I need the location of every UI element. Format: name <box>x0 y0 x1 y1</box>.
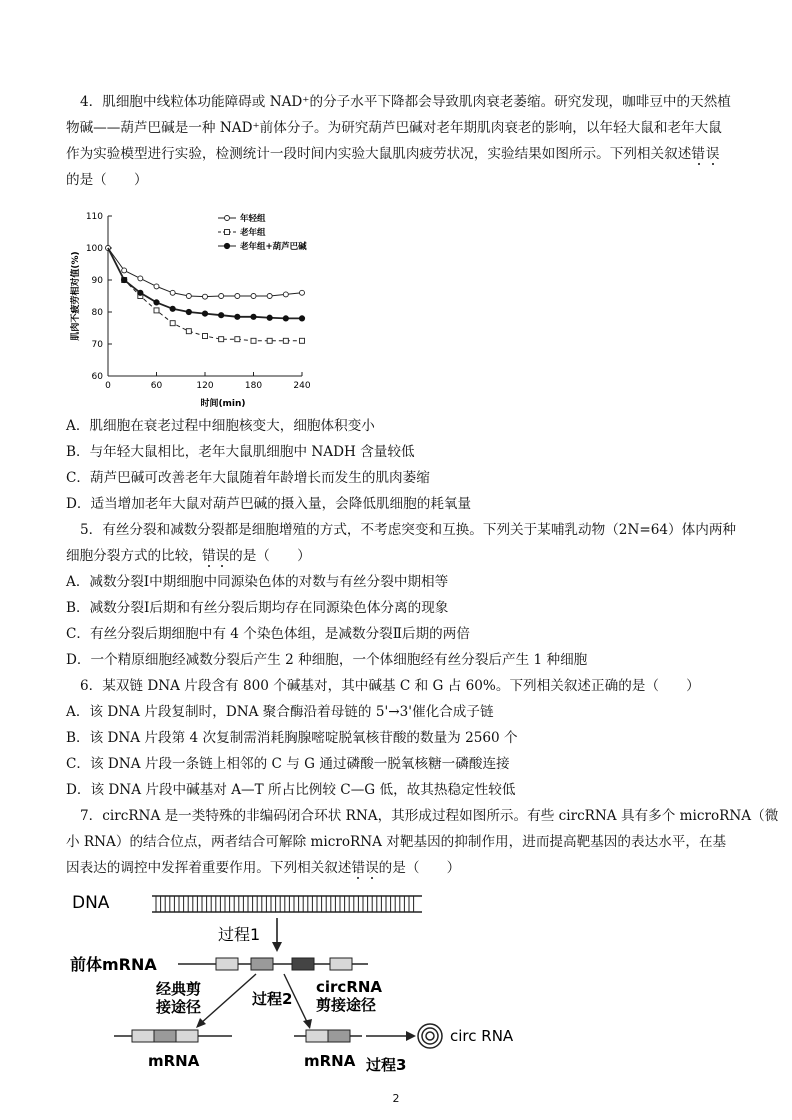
y-tick-label: 110 <box>85 212 103 222</box>
process1-label: 过程1 <box>218 925 261 944</box>
y-tick-label: 100 <box>85 244 103 254</box>
q6-option-c: C．该 DNA 片段一条链上相邻的 C 与 G 通过磷酸一脱氧核糖一磷酸连接 <box>66 756 510 772</box>
legend-marker <box>225 230 230 235</box>
q5-line-2-text: 细胞分裂方式的比较， <box>66 548 202 564</box>
q4-option-a: A．肌细胞在衰老过程中细胞核变大，细胞体积变小 <box>66 418 375 434</box>
data-point <box>235 314 240 319</box>
q7-line-3-end: 的是（ ） <box>378 860 461 876</box>
data-point <box>154 284 159 289</box>
data-point <box>267 315 272 320</box>
page-number: 2 <box>392 1092 400 1105</box>
data-point <box>138 276 143 281</box>
mrna-exon-1 <box>132 1030 154 1042</box>
data-point <box>251 338 256 343</box>
muscle-fatigue-chart <box>66 200 316 412</box>
legend-marker <box>224 243 229 248</box>
data-point <box>154 308 159 313</box>
data-point <box>299 316 304 321</box>
q5-option-a: A．减数分裂Ⅰ中期细胞中同源染色体的对数与有丝分裂中期相等 <box>66 574 449 590</box>
process2-label: 过程2 <box>252 990 293 1008</box>
emphasis-char-0: 错 <box>691 146 706 162</box>
q5-option-c: C．有丝分裂后期细胞中有 4 个染色体组，是减数分裂Ⅱ后期的两倍 <box>66 626 470 642</box>
data-point <box>283 338 288 343</box>
q6-option-b: B．该 DNA 片段第 4 次复制需消耗胸腺嘧啶脱氧核苷酸的数量为 2560 个 <box>66 730 518 746</box>
exon-3 <box>292 958 314 970</box>
q7-line-1: 7．circRNA 是一类特殊的非编码闭合环状 RNA，其形成过程如图所示。有些 circRNA 具有多个 microRNA（微 <box>80 808 779 824</box>
data-point <box>170 306 175 311</box>
q5-option-b: B．减数分裂Ⅰ后期和有丝分裂后期均存在同源染色体分离的现象 <box>66 600 449 616</box>
data-point <box>251 314 256 319</box>
q4-emphasis <box>691 146 720 162</box>
classic-path-label-2: 接途径 <box>156 998 202 1016</box>
q4-option-c: C．葫芦巴碱可改善老年大鼠随着年龄增长而发生的肌肉萎缩 <box>66 470 430 486</box>
q4-line-4: 的是（ ） <box>66 172 148 188</box>
y-tick-label: 70 <box>91 340 103 350</box>
mrna-left-label: mRNA <box>148 1052 200 1070</box>
q5-line-2 <box>66 546 311 566</box>
circrna-ring-middle <box>422 1028 438 1044</box>
emphasis-char-1: 误 <box>215 548 230 564</box>
data-point <box>202 311 207 316</box>
process1-arrowhead <box>272 942 282 952</box>
circ-path-label-2: 剪接途径 <box>316 996 377 1014</box>
y-tick-label: 90 <box>91 276 103 286</box>
exon-1 <box>216 958 238 970</box>
data-point <box>186 309 191 314</box>
q5-option-d: D．一个精原细胞经减数分裂后产生 2 种细胞，一个体细胞经有丝分裂后产生 1 种细胞 <box>66 652 588 668</box>
exon-4 <box>330 958 352 970</box>
circ-path-label-1: circRNA <box>316 978 383 996</box>
data-point <box>186 294 191 299</box>
x-tick-label: 120 <box>196 381 214 391</box>
data-point <box>219 313 224 318</box>
series-2 <box>108 248 305 321</box>
data-point <box>203 334 208 339</box>
data-point <box>186 329 191 334</box>
q7-line-3-text: 因表达的调控中发挥着重要作用。下列相关叙述 <box>66 860 352 876</box>
circ-arrowhead <box>303 1019 312 1029</box>
emphasis-char-1: 误 <box>705 146 721 162</box>
data-point <box>300 338 305 343</box>
data-point <box>219 337 224 342</box>
classic-arrow <box>200 974 256 1024</box>
data-point <box>283 316 288 321</box>
q6-option-d: D．该 DNA 片段中碱基对 A—T 所占比例较 C—G 低，故其热稳定性较低 <box>66 782 516 798</box>
q4-option-b: B．与年轻大鼠相比，老年大鼠肌细胞中 NADH 含量较低 <box>66 444 415 460</box>
mrna-exon-3 <box>176 1030 198 1042</box>
mrna2-exon-2 <box>328 1030 350 1042</box>
x-tick-label: 0 <box>105 381 111 391</box>
data-point <box>267 294 272 299</box>
x-tick-label: 180 <box>244 381 263 391</box>
q5-line-1: 5．有丝分裂和减数分裂都是细胞增殖的方式，不考虑突变和互换。下列关于某哺乳动物（2N=64）体内两种 <box>80 522 737 538</box>
chart-axes <box>86 212 311 391</box>
exon-2 <box>251 958 273 970</box>
emphasis-char-1: 误 <box>365 860 379 876</box>
x-tick-label: 60 <box>150 381 163 391</box>
classic-path-label-1: 经典剪 <box>156 980 202 998</box>
q5-line-2-end: 的是（ ） <box>229 548 311 564</box>
data-point <box>122 268 127 273</box>
data-point <box>251 294 256 299</box>
data-point <box>138 290 143 295</box>
chart-ylabel: 肌肉不疲劳相对值(%) <box>71 251 81 341</box>
chart-legend <box>218 213 307 252</box>
pre-mrna-label: 前体mRNA <box>70 955 157 974</box>
series-line <box>108 248 302 318</box>
y-tick-label: 80 <box>91 308 103 318</box>
q7-line-3 <box>66 858 460 878</box>
q6-line-1: 6．某双链 DNA 片段含有 800 个碱基对，其中碱基 C 和 G 占 60%。下列相关叙述正确的是（ ） <box>80 678 700 694</box>
q7-emphasis <box>351 860 378 876</box>
legend-label: 老年组+葫芦巴碱 <box>240 242 307 252</box>
circrna-ring-inner <box>426 1032 434 1040</box>
mrna-exon-2 <box>154 1030 176 1042</box>
q4-line-3 <box>66 144 721 164</box>
data-point <box>235 337 240 342</box>
legend-label: 年轻组 <box>240 214 266 224</box>
circrna-formation-diagram <box>66 882 546 1074</box>
data-point <box>170 321 175 326</box>
data-point <box>219 294 224 299</box>
q4-line-1: 4．肌细胞中线粒体功能障碍或 NAD⁺的分子水平下降都会导致肌肉衰老萎缩。研究发现，咖啡豆中的天然植 <box>80 94 731 110</box>
chart-xlabel: 时间(min) <box>200 399 246 409</box>
q4-line-2: 物碱——葫芦巴碱是一种 NAD⁺前体分子。为研究葫芦巴碱对老年期肌肉衰老的影响，以年轻大鼠和老年大鼠 <box>66 120 722 136</box>
y-tick-label: 60 <box>91 372 103 382</box>
mrna-right-label: mRNA <box>304 1052 356 1070</box>
process3-label: 过程3 <box>366 1056 407 1074</box>
data-point <box>122 277 127 282</box>
data-point <box>300 290 305 295</box>
mrna2-exon-1 <box>306 1030 328 1042</box>
process3-arrowhead <box>406 1031 416 1041</box>
q4-line-3-text: 作为实验模型进行实验，检测统计一段时间内实验大鼠肌肉疲劳状况，实验结果如图所示。下列相关叙述 <box>66 146 692 162</box>
q4-option-d: D．适当增加老年大鼠对葫芦巴碱的摄入量，会降低肌细胞的耗氧量 <box>66 496 472 512</box>
legend-marker <box>225 216 230 221</box>
q5-emphasis <box>202 548 229 564</box>
legend-label: 老年组 <box>240 228 266 238</box>
circ-rna-label: circ RNA <box>450 1027 514 1045</box>
data-point <box>235 294 240 299</box>
emphasis-char-0: 错 <box>351 860 366 876</box>
data-point <box>170 290 175 295</box>
dna-base-pairs <box>156 896 414 912</box>
diagram-dna-label: DNA <box>72 893 110 913</box>
data-point <box>203 294 208 299</box>
data-point <box>154 300 159 305</box>
q7-line-2: 小 RNA）的结合位点，两者结合可解除 microRNA 对靶基因的抑制作用，进而提高靶基因的表达水平，在基 <box>66 834 727 850</box>
data-point <box>267 338 272 343</box>
x-tick-label: 240 <box>293 381 311 391</box>
q6-option-a: A．该 DNA 片段复制时，DNA 聚合酶沿着母链的 5'→3'催化合成子链 <box>66 704 494 720</box>
chart-series <box>106 246 305 344</box>
emphasis-char-0: 错 <box>201 548 216 564</box>
data-point <box>283 292 288 297</box>
